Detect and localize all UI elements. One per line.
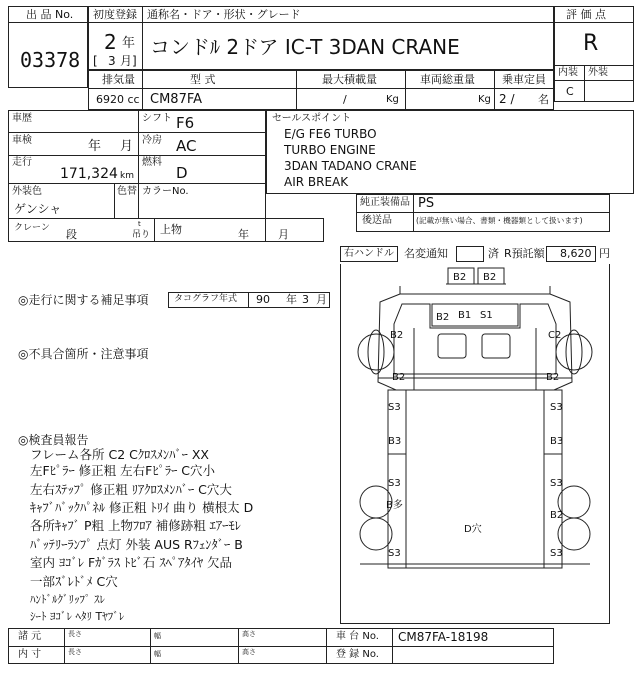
lot-number: 03378	[20, 48, 81, 72]
sales-point-line: E/G FE6 TURBO	[284, 127, 377, 141]
inspector-line: フレーム各所 C2 Cｸﾛｽﾒﾝﾊﾞｰ XX	[30, 447, 209, 462]
fuel-label: 燃料	[142, 157, 162, 168]
upper-label: 上物	[160, 223, 182, 236]
grade-label: 評 価 点	[566, 8, 606, 21]
inspection-year-unit: 年	[88, 139, 102, 154]
chassis-label: 車 台 No.	[336, 631, 379, 642]
inspector-line: 左右ｽﾃｯﾌﾟ 修正粗 ﾘｱｸﾛｽﾒﾝﾊﾞｰ C穴大	[30, 482, 232, 497]
cab-inner	[394, 304, 556, 374]
inspector-line: ﾊﾞｯﾃﾘｰﾗﾝﾌﾟ 点灯 外装 AUS Rﾌｪﾝﾀﾞｰ B	[30, 537, 243, 552]
first-reg-month: 3	[108, 54, 116, 68]
first-reg-label: 初度登録	[93, 8, 137, 21]
inspector-line: 一部ｽﾞﾚﾄﾞﾒ C穴	[30, 574, 118, 589]
lot-label: 出 品 No.	[26, 8, 74, 21]
color-swatch-label: 色替	[117, 186, 137, 197]
capacity-unit: 名	[538, 93, 549, 106]
upper-month-unit: 月	[278, 228, 289, 241]
inspector-line: 室内 ﾖｺﾞﾚ Fｶﾞﾗｽ ﾄﾋﾞ石 ｽﾍﾟｱﾀｲﾔ 欠品	[30, 555, 233, 570]
deck-outline	[388, 390, 562, 568]
inspector-line: ﾊﾝﾄﾞﾙｸﾞﾘｯﾌﾟ ｽﾚ	[30, 593, 105, 606]
diagram-mark: S3	[550, 548, 563, 559]
chassis-value: CM87FA-18198	[398, 630, 489, 644]
inspector-line: 左Fﾋﾟﾗｰ 修正粗 左右Fﾋﾟﾗｰ C穴小	[30, 463, 216, 478]
diagram-mark: B2	[436, 312, 450, 323]
diagram-mark: S1	[480, 310, 493, 321]
defects-label: ◎不具合箇所・注意事項	[18, 347, 149, 361]
inner-height-label: 高さ	[242, 648, 256, 656]
crane-ton-label: t	[138, 220, 141, 228]
name-change-mark: 済	[488, 247, 499, 260]
tacho-month: 3	[302, 293, 309, 306]
recycle-label: R預託額	[504, 247, 545, 260]
genuine-equipment-label: 純正装備品	[360, 197, 410, 208]
seat-right	[482, 334, 510, 358]
seat-left	[438, 334, 466, 358]
capacity-label: 乗車定員	[502, 73, 546, 86]
color-value: ゲンシャ	[14, 202, 62, 216]
crane-label: クレーン	[14, 223, 50, 233]
type-value: CM87FA	[150, 92, 203, 107]
history-label: 車歴	[12, 113, 32, 124]
crane-stage-unit: 段	[66, 228, 77, 241]
type-label: 型 式	[190, 73, 216, 86]
first-reg-year-unit: 年	[122, 36, 136, 51]
width-label: 幅	[154, 632, 161, 640]
spec-dims-label: 諸 元	[18, 631, 42, 642]
upper-ext-box	[266, 218, 324, 242]
diagram-mark: S3	[388, 478, 401, 489]
month-bracket: [	[93, 54, 98, 68]
diagram-mark: B1	[458, 310, 472, 321]
diagram-mark: B2	[392, 372, 406, 383]
length-label: 長さ	[68, 630, 82, 638]
color-no-label: カラーNo.	[142, 186, 189, 197]
diagram-mark: B3	[388, 436, 402, 447]
ac-label: 冷房	[142, 135, 162, 146]
aftermarket-note: (記載が無い場合、書類・機器類として扱います)	[416, 216, 583, 226]
capacity-value: 2 /	[499, 92, 515, 106]
name-change-checkbox	[456, 246, 484, 262]
upper-year-unit: 年	[238, 228, 249, 241]
recycle-value: 8,620	[560, 247, 592, 260]
fuel-value: D	[176, 164, 188, 182]
shift-value: F6	[176, 114, 195, 132]
first-reg-month-unit: 月]	[120, 54, 137, 68]
mileage-value: 171,324	[60, 166, 118, 182]
sales-points-label: セールスポイント	[272, 113, 352, 124]
front-wheel-left	[368, 330, 384, 374]
sales-point-line: 3DAN TADANO CRANE	[284, 159, 417, 173]
diagram-mark: B2	[550, 510, 564, 521]
inner-dims-label: 内 寸	[18, 649, 42, 660]
diagram-mark: S3	[388, 548, 401, 559]
tacho-year-unit: 年	[286, 293, 297, 306]
interior-value: C	[566, 85, 574, 98]
model-name: コンドﾙ 2ドア IC-T 3DAN CRANE	[150, 35, 460, 59]
diagram-mark: D穴	[464, 524, 482, 535]
model-label: 通称名・ドア・形状・グレード	[147, 8, 301, 21]
tacho-month-unit: 月	[316, 293, 327, 306]
tacho-label: タコグラフ年式	[174, 294, 238, 304]
inner-width-label: 幅	[154, 650, 161, 658]
max-load-label: 最大積載量	[322, 73, 377, 86]
mileage-label: 走行	[12, 157, 32, 168]
aftermarket-label: 後送品	[362, 215, 392, 226]
diagram-mark: C2	[548, 330, 562, 341]
diagram-mark: S3	[550, 478, 563, 489]
diagram-mark: B2	[483, 272, 497, 283]
diagram-mark: B3	[550, 436, 564, 447]
tacho-year: 90	[256, 293, 270, 306]
diagram-mark: B2	[453, 272, 467, 283]
vehicle-diagram	[340, 264, 610, 624]
gross-weight-label: 車両総重量	[420, 73, 475, 86]
inspector-label: ◎検査員報告	[18, 433, 89, 447]
diagram-mark: S3	[388, 402, 401, 413]
yen-unit: 円	[599, 247, 610, 260]
mileage-unit: km	[120, 171, 134, 181]
inspector-line: 各所ｷｬﾌﾞ P粗 上物ﾌﾛｱ 補修跡粗 ｴｱｰﾓﾚ	[30, 518, 241, 533]
registration-label: 登 録 No.	[336, 649, 379, 660]
height-label: 高さ	[242, 630, 256, 638]
driving-notes-label: ◎走行に関する補足事項	[18, 293, 149, 307]
cab-outline	[378, 294, 572, 390]
inspection-label: 車検	[12, 135, 32, 146]
sales-point-line: AIR BREAK	[284, 175, 349, 189]
front-wheel-right	[566, 330, 582, 374]
max-load-value: /	[343, 93, 347, 106]
max-load-unit: Kg	[386, 94, 399, 105]
color-label: 外装色	[12, 186, 42, 197]
diagram-mark: S3	[550, 402, 563, 413]
displacement-label: 排気量	[102, 73, 135, 86]
ac-value: AC	[176, 137, 197, 155]
crane-lift-label: 吊り	[132, 230, 151, 240]
shift-label: シフト	[142, 113, 172, 124]
diagram-mark: B2	[390, 330, 404, 341]
right-hand-label: 右ハンドル	[344, 248, 394, 259]
interior-label: 内装	[558, 67, 578, 78]
exterior-label: 外装	[588, 67, 608, 78]
grade-value: R	[583, 31, 599, 56]
diagram-mark: B2	[546, 372, 560, 383]
inspector-line: ｼｰﾄ ﾖｺﾞﾚ ﾍﾀﾘ Tﾔﾌﾞﾚ	[30, 610, 125, 623]
diagram-mark: B多	[386, 500, 403, 511]
sales-point-line: TURBO ENGINE	[284, 143, 376, 157]
inspector-line: ｷｬﾌﾞﾊﾞｯｸﾊﾟﾈﾙ 修正粗 ﾄﾘｲ 曲り 横根太 D	[30, 500, 254, 515]
inner-length-label: 長さ	[68, 648, 82, 656]
gross-weight-unit: Kg	[478, 94, 491, 105]
displacement-value: 6920 cc	[96, 93, 140, 106]
genuine-equipment-value: PS	[418, 196, 435, 211]
name-change-label: 名変通知	[404, 247, 448, 260]
inspection-month-unit: 月	[120, 139, 134, 154]
first-reg-year: 2	[104, 30, 117, 54]
